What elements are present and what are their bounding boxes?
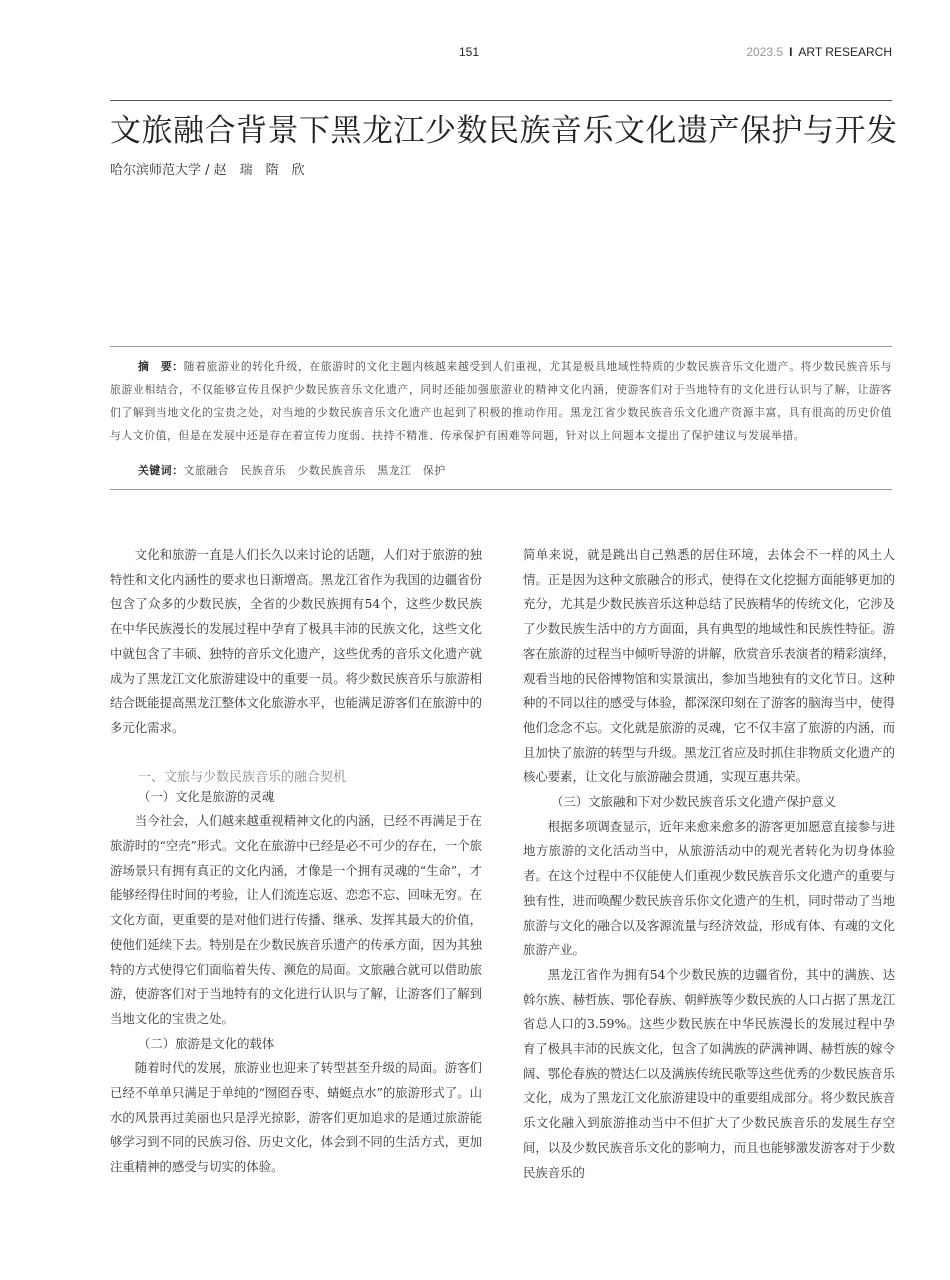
subsection-1-heading: （一）文化是旅游的灵魂 [138, 788, 275, 804]
abstract-bottom-divider [110, 489, 892, 490]
subsection-3-paragraph-2: 黑龙江省作为拥有54个少数民族的边疆省份，其中的满族、达斡尔族、赫哲族、鄂伦春族、朝鲜族等少数民族的人口占据了黑龙江省总人口的3.59%。这些少数民族在中华民族漫长的发展过程中孕育了极具丰沛的民族文化，包含了如满族的萨满神调、赫哲族的嫁令阔、鄂伦春族的赞达仁以及满族传统民歌等这些优秀的少数民族音乐文化，成为了黑龙江文化旅游建设中的重要组成部分。将少数民族音乐文化融入到旅游推动当中不但扩大了少数民族音乐的发展生存空间，以及少数民族音乐文化的影响力，而且也能够激发游客对于少数民族音乐的 [523, 966, 895, 1180]
keywords-label: 关键词： [138, 464, 184, 477]
section-1-heading: 一、文旅与少数民族音乐的融合契机 [138, 769, 347, 785]
header-separator: I [789, 45, 793, 59]
keywords [138, 463, 446, 478]
subsection-3-paragraph-1: 根据多项调查显示，近年来愈来愈多的游客更加愿意直接参与进地方旅游的文化活动当中，从旅游活动中的观光者转化为切身体验者。在这个过程中不仅能使人们重视少数民族音乐文化遗产的重要与独有性，进而唤醒少数民族音乐你文化遗产的生机，同时带动了当地旅游与文化的融合以及客源流量与经济效益，形成有体、有魂的文化旅游产业。 [523, 818, 895, 958]
abstract-text: 随着旅游业的转化升级，在旅游时的文化主题内核越来越受到人们重视，尤其是极具地域性特质的少数民族音乐文化遗产。将少数民族音乐与旅游业相结合，不仅能够宣传且保护少数民族音乐文化遗产，同时还能加强旅游业的精神文化内涵，使游客们对于当地特有的文化进行认识与了解，让游客们了解到当地文化的宝贵之处，对当地的少数民族音乐文化遗产也起到了积极的推动作用。黑龙江省少数民族音乐文化遗产资源丰富，具有很高的历史价值与人文价值，但是在发展中还是存在着宣传力度弱、扶持不精准、传承保护有困难等问题，针对以上问题本文提出了保护建议与发展举措。 [110, 360, 892, 442]
abstract-top-divider [110, 346, 892, 347]
article-title: 文旅融合背景下黑龙江少数民族音乐文化遗产保护与开发 [110, 113, 898, 149]
subsection-1-paragraph: 当今社会，人们越来越重视精神文化的内涵，已经不再满足于在旅游时的“空壳”形式。文化在旅游中已经是必不可少的存在，一个旅游场景只有拥有真正的文化内涵，才像是一个拥有灵魂的“生命”，才能够经得住时间的考验，让人们流连忘返、恋恋不忘、回味无穷。在文化方面，更重要的是对他们进行传播、继承、发挥其最大的价值，使他们延续下去。特别是在少数民族音乐遗产的传承方面，因为其独特的方式使得它们面临着失传、濒危的局面。文旅融合就可以借助旅游，使游客们对于当地特有的文化进行认识与了解，让游客们了解到当地文化的宝贵之处。 [110, 813, 482, 1026]
journal-name: ART RESEARCH [798, 45, 892, 59]
subsection-2-heading: （二）旅游是文化的载体 [138, 1035, 275, 1051]
intro-paragraph: 文化和旅游一直是人们长久以来讨论的话题，人们对于旅游的独特性和文化内涵性的要求也日渐增高。黑龙江省作为我国的边疆省份包含了众多的少数民族，全省的少数民族拥有54个，这些少数民族在中华民族漫长的发展过程中孕育了极具丰沛的民族文化，这些文化中就包含了丰硕、独特的音乐文化遗产，这些优秀的音乐文化遗产就成为了黑龙江文化旅游建设中的重要一员。将少数民族音乐与旅游相结合既能提高黑龙江整体文化旅游水平，也能满足游客们在旅游中的多元化需求。 [110, 547, 482, 735]
continued-paragraph: 简单来说，就是跳出自己熟悉的居住环境，去体会不一样的风土人情。正是因为这种文旅融合的形式，使得在文化挖掘方面能够更加的充分，尤其是少数民族音乐这种总结了民族精华的传统文化，它涉及了少数民族生活中的方方面面，具有典型的地域性和民族性特征。游客在旅游的过程当中倾听导游的讲解，欣赏音乐表演者的精彩演绎，观看当地的民俗博物馆和实景演出，参加当地独有的文化节日。这种种的不同以往的感受与体验，都深深印刻在了游客的脑海当中，使得他们念念不忘。文化就是旅游的灵魂，它不仅丰富了旅游的内涵，而且加快了旅游的转型与升级。黑龙江省应及时抓住非物质文化遗产的核心要素，让文化与旅游融会贯通，实现互惠共荣。 [523, 547, 895, 785]
abstract-label: 摘 要： [138, 360, 184, 373]
keywords-text: 文旅融合 民族音乐 少数民族音乐 黑龙江 保护 [183, 464, 446, 477]
running-header [746, 45, 892, 59]
header-divider [110, 100, 892, 101]
subsection-3-heading: （三）文旅融和下对少数民族音乐文化遗产保护意义 [551, 794, 836, 810]
left-column [110, 543, 482, 1180]
abstract [110, 355, 892, 447]
right-column [523, 543, 895, 1185]
subsection-2-paragraph: 随着时代的发展，旅游业也迎来了转型甚至升级的局面。游客们已经不单单只满足于单纯的“囫囵吞枣、蜻蜓点水”的旅游形式了。山水的风景再过美丽也只是浮光掠影，游客们更加追求的是通过旅游能够学习到不同的民族习俗、历史文化，体会到不同的生活方式，更加注重精神的感受与切实的体验。 [110, 1060, 482, 1175]
issue-date: 2023.5 [746, 45, 784, 59]
page-number: 151 [459, 45, 480, 59]
article-authors: 哈尔滨师范大学 / 赵 瑞 隋 欣 [110, 163, 305, 178]
